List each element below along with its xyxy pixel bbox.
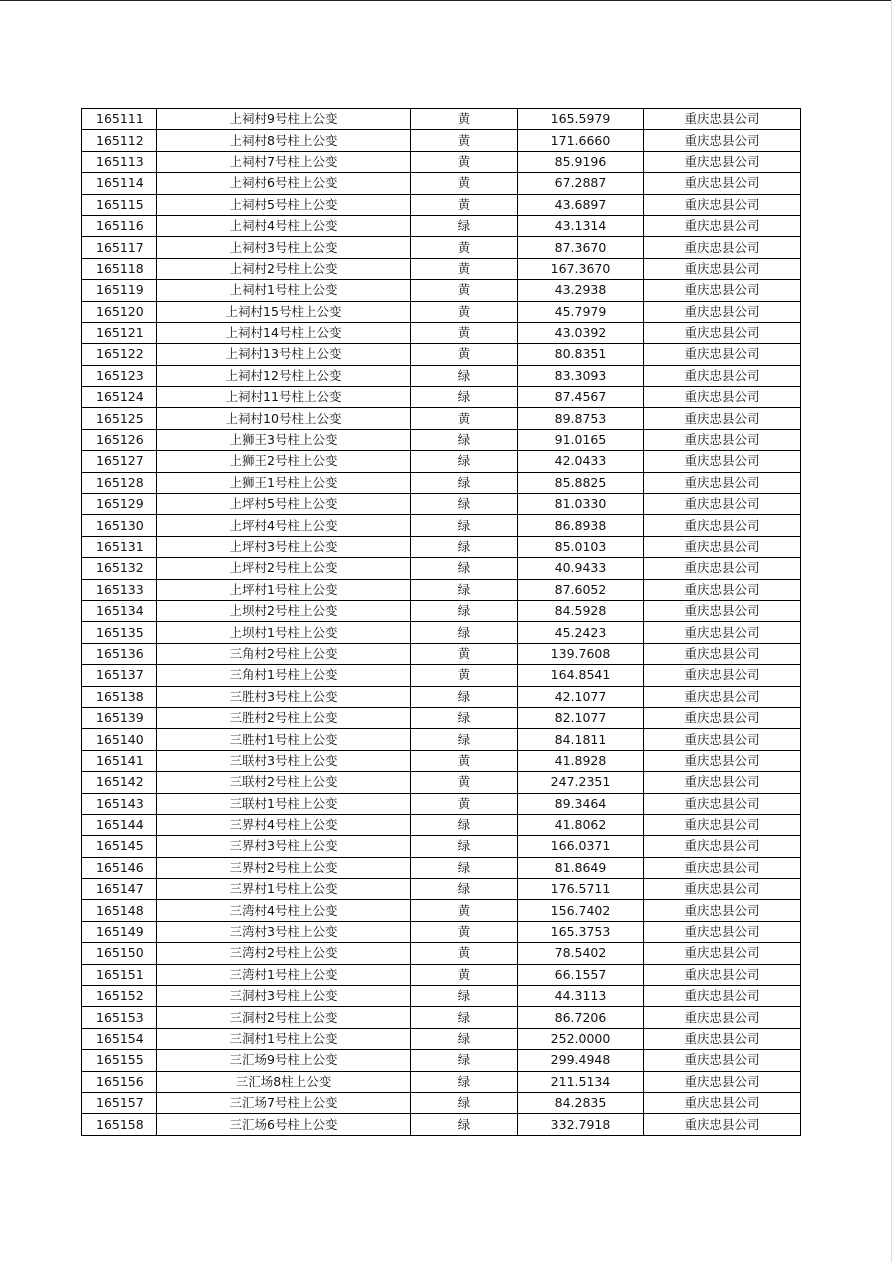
status-cell: 绿 xyxy=(411,1114,518,1135)
row-id-cell: 165139 xyxy=(82,707,157,728)
value-cell: 42.0433 xyxy=(518,451,644,472)
row-id-cell: 165148 xyxy=(82,900,157,921)
company-cell: 重庆忠县公司 xyxy=(644,665,801,686)
value-cell: 166.0371 xyxy=(518,836,644,857)
table-row xyxy=(82,109,801,130)
transformer-name-cell: 上狮王1号柱上公变 xyxy=(157,472,411,493)
company-cell: 重庆忠县公司 xyxy=(644,986,801,1007)
transformer-name-cell: 三湾村2号柱上公变 xyxy=(157,943,411,964)
transformer-name-cell: 三角村1号柱上公变 xyxy=(157,665,411,686)
table-row xyxy=(82,194,801,215)
company-cell: 重庆忠县公司 xyxy=(644,879,801,900)
transformer-table-body xyxy=(82,109,801,1136)
company-cell: 重庆忠县公司 xyxy=(644,1050,801,1071)
transformer-name-cell: 上祠村6号柱上公变 xyxy=(157,173,411,194)
transformer-name-cell: 上祠村3号柱上公变 xyxy=(157,237,411,258)
value-cell: 252.0000 xyxy=(518,1028,644,1049)
transformer-name-cell: 三界村1号柱上公变 xyxy=(157,879,411,900)
transformer-name-cell: 上坪村4号柱上公变 xyxy=(157,515,411,536)
company-cell: 重庆忠县公司 xyxy=(644,836,801,857)
table-row xyxy=(82,130,801,151)
company-cell: 重庆忠县公司 xyxy=(644,772,801,793)
row-id-cell: 165157 xyxy=(82,1092,157,1113)
value-cell: 80.8351 xyxy=(518,344,644,365)
row-id-cell: 165150 xyxy=(82,943,157,964)
status-cell: 黄 xyxy=(411,130,518,151)
status-cell: 绿 xyxy=(411,729,518,750)
row-id-cell: 165132 xyxy=(82,558,157,579)
transformer-name-cell: 上祠村1号柱上公变 xyxy=(157,280,411,301)
row-id-cell: 165145 xyxy=(82,836,157,857)
status-cell: 绿 xyxy=(411,1028,518,1049)
row-id-cell: 165124 xyxy=(82,387,157,408)
row-id-cell: 165119 xyxy=(82,280,157,301)
transformer-table xyxy=(81,108,801,1136)
value-cell: 299.4948 xyxy=(518,1050,644,1071)
table-row xyxy=(82,814,801,835)
row-id-cell: 165123 xyxy=(82,365,157,386)
status-cell: 黄 xyxy=(411,194,518,215)
row-id-cell: 165144 xyxy=(82,814,157,835)
status-cell: 绿 xyxy=(411,622,518,643)
transformer-name-cell: 三洞村3号柱上公变 xyxy=(157,986,411,1007)
transformer-name-cell: 三汇场9号柱上公变 xyxy=(157,1050,411,1071)
table-row xyxy=(82,622,801,643)
transformer-name-cell: 三洞村2号柱上公变 xyxy=(157,1007,411,1028)
row-id-cell: 165127 xyxy=(82,451,157,472)
company-cell: 重庆忠县公司 xyxy=(644,943,801,964)
transformer-name-cell: 三湾村4号柱上公变 xyxy=(157,900,411,921)
table-row xyxy=(82,536,801,557)
company-cell: 重庆忠县公司 xyxy=(644,344,801,365)
value-cell: 44.3113 xyxy=(518,986,644,1007)
status-cell: 绿 xyxy=(411,1050,518,1071)
company-cell: 重庆忠县公司 xyxy=(644,451,801,472)
company-cell: 重庆忠县公司 xyxy=(644,900,801,921)
value-cell: 86.7206 xyxy=(518,1007,644,1028)
row-id-cell: 165137 xyxy=(82,665,157,686)
status-cell: 绿 xyxy=(411,879,518,900)
value-cell: 164.8541 xyxy=(518,665,644,686)
row-id-cell: 165140 xyxy=(82,729,157,750)
transformer-name-cell: 上坪村1号柱上公变 xyxy=(157,579,411,600)
company-cell: 重庆忠县公司 xyxy=(644,515,801,536)
table-row xyxy=(82,1028,801,1049)
transformer-name-cell: 上坝村1号柱上公变 xyxy=(157,622,411,643)
table-row xyxy=(82,344,801,365)
value-cell: 91.0165 xyxy=(518,429,644,450)
row-id-cell: 165158 xyxy=(82,1114,157,1135)
status-cell: 绿 xyxy=(411,494,518,515)
transformer-name-cell: 上祠村13号柱上公变 xyxy=(157,344,411,365)
row-id-cell: 165128 xyxy=(82,472,157,493)
company-cell: 重庆忠县公司 xyxy=(644,215,801,236)
transformer-name-cell: 三界村3号柱上公变 xyxy=(157,836,411,857)
company-cell: 重庆忠县公司 xyxy=(644,686,801,707)
row-id-cell: 165115 xyxy=(82,194,157,215)
value-cell: 82.1077 xyxy=(518,707,644,728)
table-row xyxy=(82,964,801,985)
company-cell: 重庆忠县公司 xyxy=(644,387,801,408)
value-cell: 84.2835 xyxy=(518,1092,644,1113)
table-row xyxy=(82,772,801,793)
table-row xyxy=(82,729,801,750)
transformer-name-cell: 上祠村12号柱上公变 xyxy=(157,365,411,386)
value-cell: 43.1314 xyxy=(518,215,644,236)
status-cell: 黄 xyxy=(411,258,518,279)
table-row xyxy=(82,600,801,621)
company-cell: 重庆忠县公司 xyxy=(644,109,801,130)
company-cell: 重庆忠县公司 xyxy=(644,1028,801,1049)
company-cell: 重庆忠县公司 xyxy=(644,472,801,493)
value-cell: 176.5711 xyxy=(518,879,644,900)
company-cell: 重庆忠县公司 xyxy=(644,558,801,579)
row-id-cell: 165156 xyxy=(82,1071,157,1092)
status-cell: 绿 xyxy=(411,472,518,493)
value-cell: 67.2887 xyxy=(518,173,644,194)
status-cell: 黄 xyxy=(411,280,518,301)
value-cell: 332.7918 xyxy=(518,1114,644,1135)
table-row xyxy=(82,558,801,579)
table-row xyxy=(82,686,801,707)
row-id-cell: 165135 xyxy=(82,622,157,643)
table-row xyxy=(82,643,801,664)
company-cell: 重庆忠县公司 xyxy=(644,365,801,386)
table-row xyxy=(82,1071,801,1092)
status-cell: 绿 xyxy=(411,1071,518,1092)
transformer-name-cell: 三洞村1号柱上公变 xyxy=(157,1028,411,1049)
value-cell: 211.5134 xyxy=(518,1071,644,1092)
table-row xyxy=(82,665,801,686)
transformer-name-cell: 三联村1号柱上公变 xyxy=(157,793,411,814)
company-cell: 重庆忠县公司 xyxy=(644,643,801,664)
status-cell: 绿 xyxy=(411,600,518,621)
status-cell: 绿 xyxy=(411,707,518,728)
row-id-cell: 165152 xyxy=(82,986,157,1007)
status-cell: 黄 xyxy=(411,921,518,942)
value-cell: 42.1077 xyxy=(518,686,644,707)
company-cell: 重庆忠县公司 xyxy=(644,600,801,621)
value-cell: 66.1557 xyxy=(518,964,644,985)
transformer-name-cell: 三胜村1号柱上公变 xyxy=(157,729,411,750)
table-row xyxy=(82,943,801,964)
status-cell: 绿 xyxy=(411,836,518,857)
table-row xyxy=(82,387,801,408)
table-row xyxy=(82,173,801,194)
row-id-cell: 165131 xyxy=(82,536,157,557)
row-id-cell: 165133 xyxy=(82,579,157,600)
table-row xyxy=(82,1092,801,1113)
value-cell: 156.7402 xyxy=(518,900,644,921)
company-cell: 重庆忠县公司 xyxy=(644,579,801,600)
row-id-cell: 165113 xyxy=(82,151,157,172)
status-cell: 黄 xyxy=(411,793,518,814)
transformer-name-cell: 上坪村5号柱上公变 xyxy=(157,494,411,515)
table-row xyxy=(82,900,801,921)
page-top-border xyxy=(0,0,892,1)
row-id-cell: 165117 xyxy=(82,237,157,258)
row-id-cell: 165134 xyxy=(82,600,157,621)
row-id-cell: 165112 xyxy=(82,130,157,151)
company-cell: 重庆忠县公司 xyxy=(644,194,801,215)
transformer-name-cell: 三汇场7号柱上公变 xyxy=(157,1092,411,1113)
transformer-name-cell: 上祠村10号柱上公变 xyxy=(157,408,411,429)
value-cell: 78.5402 xyxy=(518,943,644,964)
transformer-name-cell: 三胜村3号柱上公变 xyxy=(157,686,411,707)
row-id-cell: 165142 xyxy=(82,772,157,793)
value-cell: 87.3670 xyxy=(518,237,644,258)
value-cell: 40.9433 xyxy=(518,558,644,579)
table-row xyxy=(82,921,801,942)
row-id-cell: 165114 xyxy=(82,173,157,194)
row-id-cell: 165121 xyxy=(82,322,157,343)
value-cell: 84.1811 xyxy=(518,729,644,750)
table-row xyxy=(82,1050,801,1071)
table-row xyxy=(82,1114,801,1135)
value-cell: 167.3670 xyxy=(518,258,644,279)
company-cell: 重庆忠县公司 xyxy=(644,280,801,301)
transformer-name-cell: 上祠村9号柱上公变 xyxy=(157,109,411,130)
company-cell: 重庆忠县公司 xyxy=(644,814,801,835)
company-cell: 重庆忠县公司 xyxy=(644,322,801,343)
company-cell: 重庆忠县公司 xyxy=(644,301,801,322)
status-cell: 绿 xyxy=(411,814,518,835)
row-id-cell: 165155 xyxy=(82,1050,157,1071)
table-row xyxy=(82,215,801,236)
value-cell: 89.8753 xyxy=(518,408,644,429)
value-cell: 43.6897 xyxy=(518,194,644,215)
status-cell: 绿 xyxy=(411,515,518,536)
company-cell: 重庆忠县公司 xyxy=(644,429,801,450)
status-cell: 黄 xyxy=(411,964,518,985)
transformer-name-cell: 上坝村2号柱上公变 xyxy=(157,600,411,621)
table-row xyxy=(82,857,801,878)
transformer-name-cell: 上狮王2号柱上公变 xyxy=(157,451,411,472)
status-cell: 绿 xyxy=(411,1092,518,1113)
status-cell: 绿 xyxy=(411,857,518,878)
table-row xyxy=(82,237,801,258)
table-row xyxy=(82,750,801,771)
status-cell: 黄 xyxy=(411,408,518,429)
table-row xyxy=(82,280,801,301)
transformer-name-cell: 上狮王3号柱上公变 xyxy=(157,429,411,450)
company-cell: 重庆忠县公司 xyxy=(644,622,801,643)
table-row xyxy=(82,301,801,322)
company-cell: 重庆忠县公司 xyxy=(644,921,801,942)
table-row xyxy=(82,836,801,857)
company-cell: 重庆忠县公司 xyxy=(644,793,801,814)
company-cell: 重庆忠县公司 xyxy=(644,729,801,750)
table-row xyxy=(82,1007,801,1028)
value-cell: 81.8649 xyxy=(518,857,644,878)
table-row xyxy=(82,879,801,900)
status-cell: 绿 xyxy=(411,215,518,236)
value-cell: 85.8825 xyxy=(518,472,644,493)
row-id-cell: 165147 xyxy=(82,879,157,900)
transformer-name-cell: 三界村4号柱上公变 xyxy=(157,814,411,835)
status-cell: 黄 xyxy=(411,750,518,771)
company-cell: 重庆忠县公司 xyxy=(644,857,801,878)
value-cell: 45.7979 xyxy=(518,301,644,322)
company-cell: 重庆忠县公司 xyxy=(644,408,801,429)
table-row xyxy=(82,494,801,515)
transformer-name-cell: 上祠村11号柱上公变 xyxy=(157,387,411,408)
status-cell: 绿 xyxy=(411,429,518,450)
table-row xyxy=(82,258,801,279)
status-cell: 黄 xyxy=(411,943,518,964)
transformer-name-cell: 三联村2号柱上公变 xyxy=(157,772,411,793)
transformer-name-cell: 上祠村15号柱上公变 xyxy=(157,301,411,322)
company-cell: 重庆忠县公司 xyxy=(644,536,801,557)
status-cell: 绿 xyxy=(411,558,518,579)
row-id-cell: 165143 xyxy=(82,793,157,814)
row-id-cell: 165120 xyxy=(82,301,157,322)
value-cell: 87.4567 xyxy=(518,387,644,408)
company-cell: 重庆忠县公司 xyxy=(644,707,801,728)
row-id-cell: 165122 xyxy=(82,344,157,365)
row-id-cell: 165153 xyxy=(82,1007,157,1028)
status-cell: 黄 xyxy=(411,301,518,322)
table-row xyxy=(82,472,801,493)
row-id-cell: 165154 xyxy=(82,1028,157,1049)
company-cell: 重庆忠县公司 xyxy=(644,494,801,515)
status-cell: 绿 xyxy=(411,387,518,408)
status-cell: 绿 xyxy=(411,579,518,600)
value-cell: 165.3753 xyxy=(518,921,644,942)
status-cell: 黄 xyxy=(411,344,518,365)
status-cell: 黄 xyxy=(411,643,518,664)
status-cell: 绿 xyxy=(411,451,518,472)
row-id-cell: 165130 xyxy=(82,515,157,536)
transformer-name-cell: 三联村3号柱上公变 xyxy=(157,750,411,771)
status-cell: 黄 xyxy=(411,665,518,686)
row-id-cell: 165111 xyxy=(82,109,157,130)
row-id-cell: 165126 xyxy=(82,429,157,450)
table-row xyxy=(82,322,801,343)
table-row xyxy=(82,429,801,450)
status-cell: 黄 xyxy=(411,772,518,793)
company-cell: 重庆忠县公司 xyxy=(644,237,801,258)
transformer-name-cell: 上祠村14号柱上公变 xyxy=(157,322,411,343)
table-row xyxy=(82,579,801,600)
status-cell: 绿 xyxy=(411,686,518,707)
value-cell: 84.5928 xyxy=(518,600,644,621)
transformer-name-cell: 三湾村3号柱上公变 xyxy=(157,921,411,942)
status-cell: 绿 xyxy=(411,536,518,557)
value-cell: 86.8938 xyxy=(518,515,644,536)
company-cell: 重庆忠县公司 xyxy=(644,750,801,771)
company-cell: 重庆忠县公司 xyxy=(644,1071,801,1092)
table-row xyxy=(82,408,801,429)
value-cell: 81.0330 xyxy=(518,494,644,515)
value-cell: 247.2351 xyxy=(518,772,644,793)
row-id-cell: 165146 xyxy=(82,857,157,878)
value-cell: 89.3464 xyxy=(518,793,644,814)
status-cell: 黄 xyxy=(411,900,518,921)
value-cell: 85.9196 xyxy=(518,151,644,172)
company-cell: 重庆忠县公司 xyxy=(644,1092,801,1113)
value-cell: 45.2423 xyxy=(518,622,644,643)
transformer-name-cell: 三角村2号柱上公变 xyxy=(157,643,411,664)
table-row xyxy=(82,451,801,472)
company-cell: 重庆忠县公司 xyxy=(644,258,801,279)
table-row xyxy=(82,365,801,386)
transformer-name-cell: 三汇场6号柱上公变 xyxy=(157,1114,411,1135)
company-cell: 重庆忠县公司 xyxy=(644,130,801,151)
transformer-name-cell: 上祠村5号柱上公变 xyxy=(157,194,411,215)
value-cell: 139.7608 xyxy=(518,643,644,664)
row-id-cell: 165141 xyxy=(82,750,157,771)
company-cell: 重庆忠县公司 xyxy=(644,1114,801,1135)
row-id-cell: 165136 xyxy=(82,643,157,664)
value-cell: 83.3093 xyxy=(518,365,644,386)
row-id-cell: 165149 xyxy=(82,921,157,942)
value-cell: 41.8928 xyxy=(518,750,644,771)
company-cell: 重庆忠县公司 xyxy=(644,1007,801,1028)
value-cell: 85.0103 xyxy=(518,536,644,557)
table-row xyxy=(82,793,801,814)
status-cell: 黄 xyxy=(411,322,518,343)
row-id-cell: 165129 xyxy=(82,494,157,515)
value-cell: 41.8062 xyxy=(518,814,644,835)
transformer-name-cell: 三胜村2号柱上公变 xyxy=(157,707,411,728)
transformer-name-cell: 上坪村3号柱上公变 xyxy=(157,536,411,557)
transformer-name-cell: 上祠村7号柱上公变 xyxy=(157,151,411,172)
status-cell: 绿 xyxy=(411,365,518,386)
status-cell: 黄 xyxy=(411,173,518,194)
row-id-cell: 165151 xyxy=(82,964,157,985)
company-cell: 重庆忠县公司 xyxy=(644,173,801,194)
table-row xyxy=(82,986,801,1007)
table-row xyxy=(82,151,801,172)
value-cell: 87.6052 xyxy=(518,579,644,600)
transformer-name-cell: 三湾村1号柱上公变 xyxy=(157,964,411,985)
transformer-name-cell: 三汇场8柱上公变 xyxy=(157,1071,411,1092)
company-cell: 重庆忠县公司 xyxy=(644,964,801,985)
company-cell: 重庆忠县公司 xyxy=(644,151,801,172)
status-cell: 黄 xyxy=(411,109,518,130)
transformer-name-cell: 上祠村4号柱上公变 xyxy=(157,215,411,236)
value-cell: 171.6660 xyxy=(518,130,644,151)
table-row xyxy=(82,515,801,536)
status-cell: 绿 xyxy=(411,1007,518,1028)
value-cell: 43.2938 xyxy=(518,280,644,301)
transformer-name-cell: 上坪村2号柱上公变 xyxy=(157,558,411,579)
status-cell: 黄 xyxy=(411,237,518,258)
row-id-cell: 165138 xyxy=(82,686,157,707)
status-cell: 绿 xyxy=(411,986,518,1007)
value-cell: 165.5979 xyxy=(518,109,644,130)
transformer-name-cell: 三界村2号柱上公变 xyxy=(157,857,411,878)
transformer-name-cell: 上祠村8号柱上公变 xyxy=(157,130,411,151)
value-cell: 43.0392 xyxy=(518,322,644,343)
status-cell: 黄 xyxy=(411,151,518,172)
row-id-cell: 165118 xyxy=(82,258,157,279)
transformer-name-cell: 上祠村2号柱上公变 xyxy=(157,258,411,279)
table-row xyxy=(82,707,801,728)
row-id-cell: 165125 xyxy=(82,408,157,429)
row-id-cell: 165116 xyxy=(82,215,157,236)
